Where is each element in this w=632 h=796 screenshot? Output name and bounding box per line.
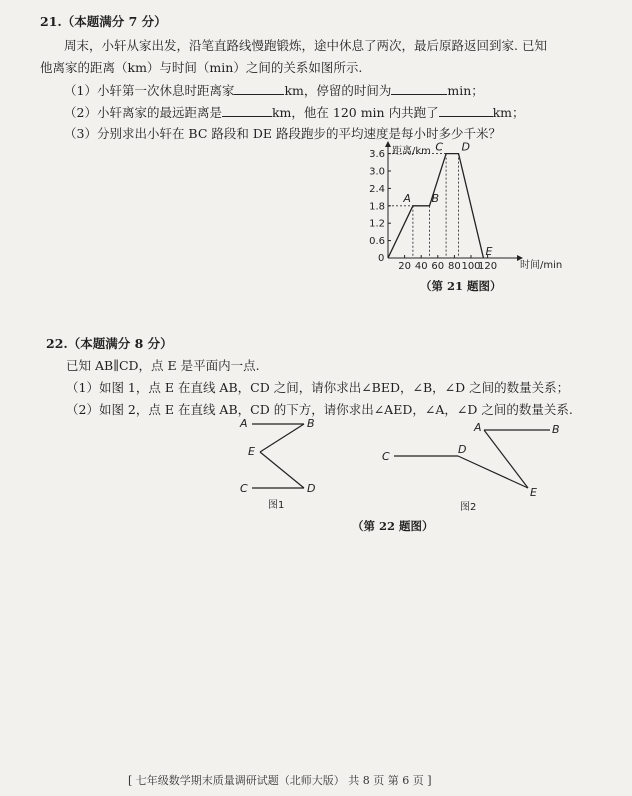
q22-part1: （1）如图 1，点 E 在直线 AB，CD 之间，请你求出∠BED，∠B，∠D 之间的数量关系；: [66, 380, 570, 395]
fig2-label-c: C: [382, 450, 390, 463]
point-label-c: C: [435, 140, 444, 154]
x-tick-label: 60: [431, 261, 445, 272]
distance-line: [388, 154, 483, 258]
y-tick-label: 1.8: [369, 201, 385, 213]
x-tick-label: 20: [398, 261, 411, 272]
q21-header: 21.（本题满分 7 分）: [40, 14, 167, 29]
point-label-e: E: [485, 245, 493, 258]
x-axis-label: 时间/min: [520, 260, 563, 271]
q21-part2-text-b: km，他在 120 min 内共跑了: [271, 105, 439, 120]
q21-distance-time-chart: [340, 140, 580, 275]
fig2-label-b: B: [552, 423, 560, 436]
x-tick-label: 120: [478, 261, 498, 272]
fig1-label-b: B: [307, 417, 315, 430]
q22-part2: （2）如图 2，点 E 在直线 AB，CD 的下方，请你求出∠AED，∠A，∠D 之间的数量关系.: [66, 402, 573, 417]
q21-part2: [64, 104, 525, 121]
point-label-b: B: [431, 191, 440, 205]
segment-be: [260, 424, 304, 452]
q21-figure-caption: （第 21 题图）: [420, 279, 502, 293]
q21-part2-blank2[interactable]: [439, 104, 493, 117]
y-axis-label: 距离/km: [392, 146, 431, 157]
fig1-label-d: D: [307, 482, 316, 495]
fig1-label-e: E: [248, 445, 255, 458]
q21-part1-text-c: min；: [447, 83, 484, 98]
y-tick-label: 0.6: [369, 236, 385, 248]
q21-stem-line1: 周末，小轩从家出发，沿笔直路线慢跑锻炼，途中休息了两次，最后原路返回到家. 已知: [64, 38, 547, 53]
q22-figure-caption: （第 22 题图）: [352, 519, 434, 533]
q21-part1-blank2[interactable]: [391, 82, 447, 95]
q22-stem: 已知 AB∥CD，点 E 是平面内一点.: [66, 358, 260, 373]
x-tick-label: 80: [448, 261, 461, 272]
q21-part1-text-b: km，停留的时间为: [284, 83, 392, 98]
point-label-a: A: [403, 191, 411, 205]
segment-de: [458, 456, 528, 488]
q21-part1-blank1[interactable]: [234, 82, 284, 95]
q21-stem-line2: 他离家的距离（km）与时间（min）之间的关系如图所示.: [40, 60, 363, 75]
fig1-label-a: A: [240, 417, 248, 430]
fig2-label-d: D: [458, 443, 467, 456]
fig2-label-a: A: [474, 421, 482, 434]
q21-part2-text-a: （2）小轩离家的最远距离是: [64, 105, 222, 120]
page-footer: [ 七年级数学期末质量调研试题（北师大版） 共 8 页 第 6 页 ]: [128, 774, 432, 787]
point-label-d: D: [461, 140, 471, 154]
y-tick-label: 3.6: [369, 149, 385, 161]
fig2-label-e: E: [530, 486, 537, 499]
fig2-caption: 图2: [460, 502, 477, 513]
y-tick-label: 2.4: [369, 183, 385, 195]
x-tick-label: 40: [414, 261, 428, 272]
q21-part1: [64, 82, 484, 99]
segment-ae: [484, 430, 528, 488]
q21-part2-blank1[interactable]: [222, 104, 272, 117]
q22-figure-2: [374, 416, 574, 516]
origin-label: 0: [378, 253, 385, 264]
x-tick-label: 100: [461, 261, 481, 272]
fig1-caption: 图1: [268, 500, 285, 511]
q22-figure-1: [228, 412, 338, 512]
y-tick-label: 1.2: [369, 218, 385, 230]
q21-part3: （3）分别求出小轩在 BC 路段和 DE 路段跑步的平均速度是每小时多少千米？: [64, 126, 501, 141]
q22-header: 22.（本题满分 8 分）: [46, 336, 173, 351]
y-tick-label: 3.0: [369, 166, 385, 178]
q21-part1-text-a: （1）小轩第一次休息时距离家: [64, 83, 235, 98]
segment-ed: [260, 452, 304, 488]
q21-part2-text-c: km；: [492, 105, 525, 120]
fig1-label-c: C: [240, 482, 248, 495]
